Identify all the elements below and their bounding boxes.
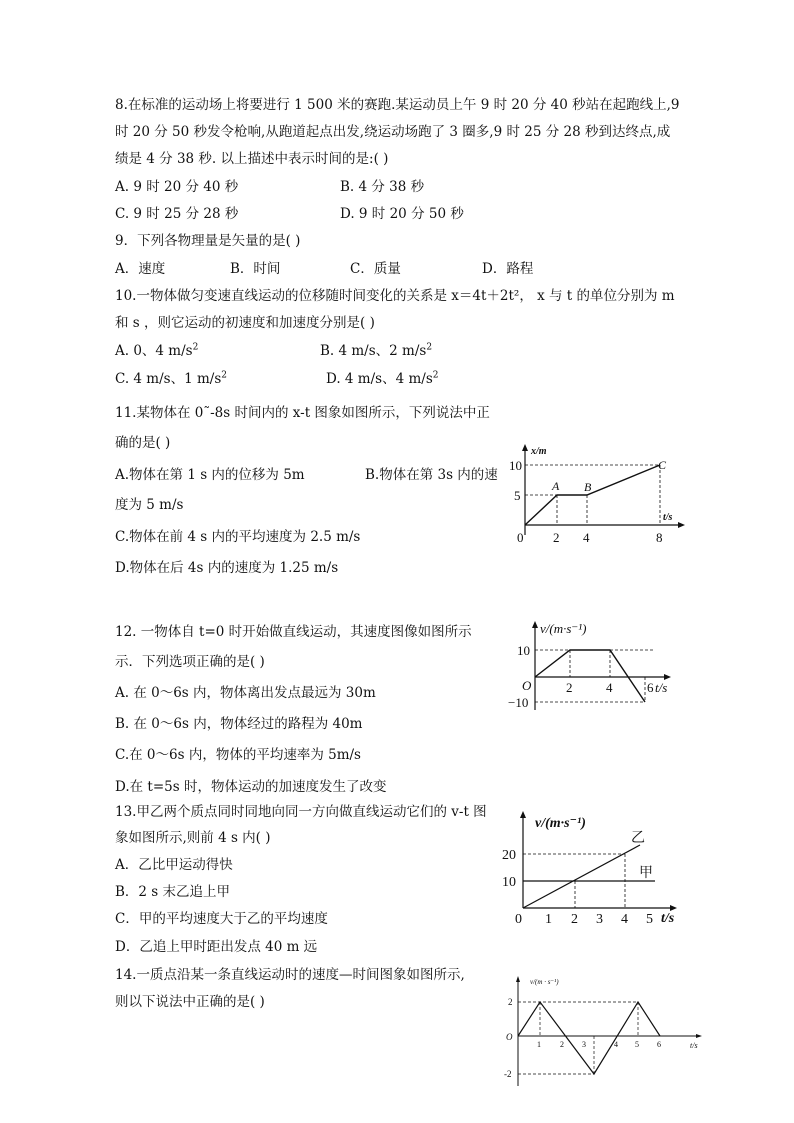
q12-stem-line1: 12. 一物体自 t=0 时开始做直线运动，其速度图像如图所示	[115, 624, 472, 640]
y-axis-arrow	[522, 444, 528, 451]
tick-origin: O	[522, 678, 532, 693]
q9-option-b: B．时间	[230, 261, 281, 277]
tick-v10: 10	[502, 875, 516, 890]
tick-x4: 4	[583, 530, 590, 545]
point-a-label: A	[552, 479, 560, 493]
y-axis-label: v/(m·s⁻¹)	[540, 621, 587, 636]
tick-t6: 6	[647, 680, 654, 695]
tick-y5: 5	[514, 488, 521, 503]
q8-option-b: B. 4 分 38 秒	[340, 179, 425, 195]
q10-option-c: C. 4 m/s、1 $m/s^2$	[115, 370, 227, 387]
y-axis-label: v/(m · s⁻¹)	[530, 978, 559, 986]
point-c-label: C	[658, 458, 667, 472]
figure-q13-vt-graph	[502, 805, 705, 927]
vt-line	[518, 1002, 660, 1074]
tick-y10: 10	[509, 458, 522, 473]
y-axis-label: x/m	[531, 446, 547, 457]
q8-stem-line3: 绩是 4 分 38 秒. 以上描述中表示时间的是:( )	[115, 151, 389, 167]
tick-t5: 5	[646, 912, 653, 927]
x-axis-label: t/s	[655, 680, 668, 695]
q14-stem-line2: 则以下说法中正确的是( )	[115, 994, 265, 1010]
line-yi	[523, 845, 640, 908]
q13-option-a: A．乙比甲运动得快	[115, 857, 233, 873]
tick-vm2: -2	[504, 1069, 512, 1079]
q9-stem: 9．下列各物理量是矢量的是( )	[115, 233, 301, 249]
q10-option-a: A. 0、4 $m/s^2$	[115, 342, 199, 359]
q12-option-c: C.在 0～6s 内，物体的平均速率为 5m/s	[115, 747, 361, 763]
q11-option-b-line1: B.物体在第 3s 内的速	[365, 467, 498, 483]
tick-x8: 8	[656, 530, 663, 545]
x-axis-label: t/s	[663, 512, 673, 523]
q8-stem-line1: 8.在标准的运动场上将要进行 1 500 米的赛跑.某运动员上午 9 时 20 分 40 秒站在起跑线上,9	[115, 97, 680, 113]
tick-t2: 2	[560, 1040, 564, 1049]
q8-option-a: A. 9 时 20 分 40 秒	[115, 179, 239, 195]
q11-option-a: A.物体在第 1 s 内的位移为 5m	[115, 467, 305, 483]
tick-origin: 0	[515, 912, 522, 927]
q8-option-d: D. 9 时 20 分 50 秒	[340, 206, 464, 222]
y-axis-label: v/(m·s⁻¹)	[535, 816, 586, 831]
q9-option-a: A．速度	[115, 261, 166, 277]
q11-stem-line2: 确的是( )	[115, 435, 171, 451]
tick-v10: 10	[517, 643, 530, 658]
y-axis-arrow	[520, 811, 526, 818]
tick-vm10: −10	[508, 695, 529, 710]
tick-t2: 2	[566, 680, 573, 695]
y-axis-arrow	[516, 976, 520, 982]
tick-t5: 5	[635, 1040, 639, 1049]
figure-q11-xt-graph	[505, 440, 695, 550]
q10-option-d: D. 4 m/s、4 $m/s^2$	[326, 370, 439, 387]
q12-option-d: D.在 t=5s 时，物体运动的加速度发生了改变	[115, 779, 387, 795]
tick-t6: 6	[657, 1040, 661, 1049]
tick-v20: 20	[502, 848, 516, 863]
q12-option-b: B. 在 0～6s 内，物体经过的路程为 40m	[115, 716, 363, 732]
tick-t3: 3	[582, 1040, 586, 1049]
q8-option-c: C. 9 时 25 分 28 秒	[115, 206, 239, 222]
q9-option-c: C．质量	[350, 261, 401, 277]
tick-t2: 2	[571, 912, 578, 927]
q13-stem-line2: 象如图所示,则前 4 s 内( )	[115, 830, 271, 846]
q12-stem-line2: 示．下列选项正确的是( )	[115, 654, 265, 670]
point-b-label: B	[584, 480, 592, 494]
q9-option-d: D．路程	[482, 261, 534, 277]
y-axis-arrow	[532, 621, 538, 628]
figure-q14-vt-graph	[500, 970, 710, 1090]
q13-stem-line1: 13.甲乙两个质点同时同地向同一方向做直线运动它们的 v-t 图	[115, 804, 487, 820]
tick-t3: 3	[596, 912, 603, 927]
x-axis-label: t/s	[661, 911, 675, 926]
q13-option-b: B．2 s 末乙追上甲	[115, 884, 231, 900]
tick-origin: O	[506, 1032, 513, 1042]
q10-option-b: B. 4 m/s、2 $m/s^2$	[320, 342, 433, 359]
q12-option-a: A. 在 0～6s 内，物体离出发点最远为 30m	[115, 685, 376, 701]
label-jia: 甲	[639, 866, 653, 881]
tick-t1: 1	[537, 1040, 541, 1049]
q10-stem-line2: 和 s ，则它运动的初速度和加速度分别是( )	[115, 315, 375, 331]
tick-x2: 2	[553, 530, 560, 545]
q11-option-d: D.物体在后 4s 内的速度为 1.25 m/s	[115, 560, 339, 576]
q13-option-c: C．甲的平均速度大于乙的平均速度	[115, 911, 328, 927]
tick-t4: 4	[614, 1040, 618, 1049]
q10-stem-line1: 10.一物体做匀变速直线运动的位移随时间变化的关系是 x＝4t＋2t²， x 与 t 的单位分别为 m	[115, 288, 675, 304]
figure-q12-vt-graph	[505, 615, 695, 715]
q13-option-d: D．乙追上甲时距出发点 40 m 远	[115, 939, 318, 955]
tick-t4: 4	[606, 680, 613, 695]
vt-line	[535, 650, 645, 702]
x-axis-arrow	[696, 1034, 702, 1038]
tick-t1: 1	[545, 912, 552, 927]
q11-option-c: C.物体在前 4 s 内的平均速度为 2.5 m/s	[115, 529, 361, 545]
q8-stem-line2: 时 20 分 50 秒发令枪响,从跑道起点出发,绕运动场跑了 3 圈多,9 时 25 分 28 秒到达终点,成	[115, 124, 671, 140]
tick-origin: 0	[517, 530, 524, 545]
q11-option-b-line2: 度为 5 m/s	[115, 497, 184, 513]
tick-t4: 4	[621, 912, 628, 927]
label-yi: 乙	[631, 831, 645, 846]
x-axis-label: t/s	[690, 1041, 698, 1050]
q11-stem-line1: 11.某物体在 0˜-8s 时间内的 x-t 图象如图所示，下列说法中正	[115, 405, 490, 421]
q14-stem-line1: 14.一质点沿某一条直线运动时的速度—时间图象如图所示,	[115, 967, 465, 983]
tick-v2: 2	[508, 997, 513, 1007]
x-axis-arrow	[678, 522, 685, 528]
